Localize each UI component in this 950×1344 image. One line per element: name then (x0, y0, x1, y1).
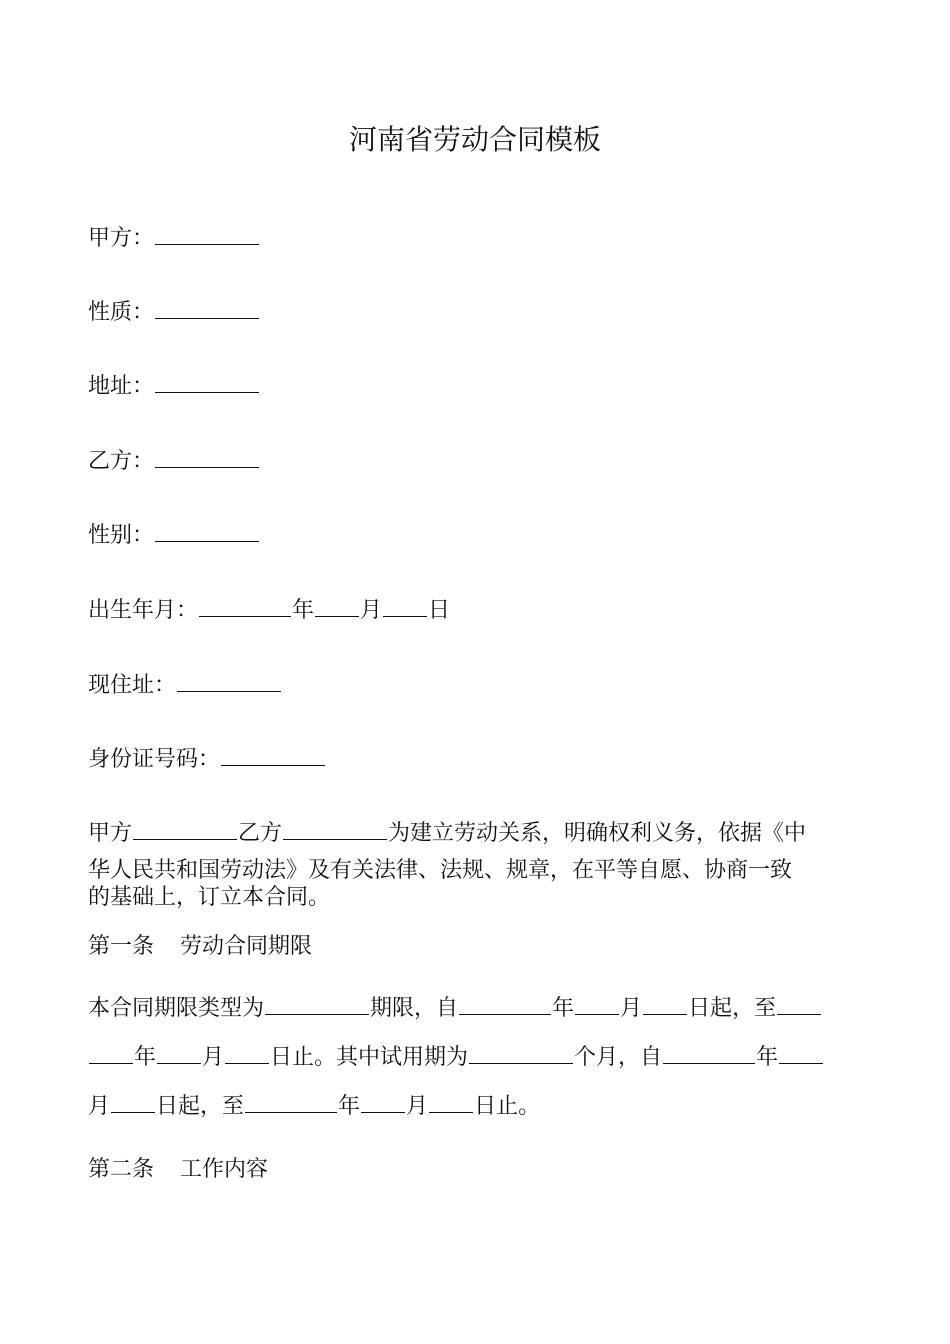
probation-to-label: 日起，至 (156, 1094, 245, 1119)
article-2-number: 第二条 (88, 1157, 155, 1182)
probation-start-month-blank-a[interactable] (779, 1043, 823, 1064)
intro-line-1 (88, 819, 868, 848)
party-a-line (88, 224, 868, 253)
end-month-blank[interactable] (157, 1043, 201, 1064)
birth-label: 出生年月： (88, 598, 199, 623)
article-2-heading (88, 1156, 868, 1184)
probation-from-label: 个月，自 (574, 1045, 663, 1070)
party-a-label: 甲方： (88, 226, 155, 251)
probation-months-blank[interactable] (469, 1043, 573, 1064)
current-address-blank[interactable] (177, 671, 281, 692)
nature-line (88, 298, 868, 327)
term-from-label: 期限，自 (370, 996, 459, 1021)
month-text: 月 (620, 996, 643, 1021)
term-type-label: 本合同期限类型为 (88, 996, 265, 1021)
probation-end-label: 日止。 (474, 1094, 541, 1119)
year-text: 年 (134, 1045, 157, 1070)
month-text: 月 (360, 598, 383, 623)
id-number-label: 身份证号码： (88, 747, 221, 772)
intro-party-a: 甲方 (88, 821, 133, 846)
gender-line (88, 521, 868, 550)
address-blank[interactable] (155, 372, 259, 393)
article-2-title: 工作内容 (180, 1157, 269, 1182)
party-b-label: 乙方： (88, 449, 155, 474)
month-text: 月 (202, 1045, 225, 1070)
birth-day-blank[interactable] (383, 596, 427, 617)
probation-end-day-blank[interactable] (429, 1092, 473, 1113)
birth-line (88, 596, 868, 625)
birth-year-blank[interactable] (199, 596, 291, 617)
intro-line-2: 华人民共和国劳动法》及有关法律、法规、规章，在平等自愿、协商一致 (88, 858, 793, 883)
party-b-blank[interactable] (155, 447, 259, 468)
probation-label: 日止。其中试用期为 (270, 1045, 469, 1070)
start-month-blank[interactable] (575, 994, 619, 1015)
current-address-line (88, 671, 868, 700)
address-line (88, 372, 868, 401)
document-title: 河南省劳动合同模板 (348, 123, 601, 156)
intro-party-b-blank[interactable] (283, 819, 387, 840)
intro-party-a-blank[interactable] (133, 819, 237, 840)
article-1-line-1 (88, 994, 868, 1023)
month-text: 月 (406, 1094, 429, 1119)
nature-blank[interactable] (155, 298, 259, 319)
intro-line-3: 的基础上，订立本合同。 (88, 885, 331, 910)
intro-line1-rest: 为建立劳动关系，明确权利义务，依据《中 (388, 821, 807, 846)
id-number-line (88, 745, 868, 774)
year-text: 年 (292, 598, 315, 623)
term-to-label: 日起，至 (688, 996, 777, 1021)
nature-label: 性质： (88, 300, 155, 325)
term-type-blank[interactable] (265, 994, 369, 1015)
start-day-blank[interactable] (643, 994, 687, 1015)
article-1-title: 劳动合同期限 (180, 934, 313, 959)
year-text: 年 (756, 1045, 779, 1070)
year-text: 年 (338, 1094, 361, 1119)
gender-label: 性别： (88, 523, 155, 548)
article-1-line-3 (88, 1092, 868, 1121)
end-year-blank-a[interactable] (777, 994, 821, 1015)
probation-start-year-blank[interactable] (663, 1043, 755, 1064)
birth-month-blank[interactable] (315, 596, 359, 617)
intro-party-b: 乙方 (238, 821, 283, 846)
probation-end-year-blank[interactable] (245, 1092, 337, 1113)
year-text: 年 (552, 996, 575, 1021)
probation-end-month-blank[interactable] (361, 1092, 405, 1113)
party-b-line (88, 447, 868, 476)
article-1-line-2 (88, 1043, 868, 1072)
day-text: 日 (428, 598, 451, 623)
month-text: 月 (88, 1094, 111, 1119)
end-year-blank-b[interactable] (89, 1043, 133, 1064)
start-year-blank[interactable] (459, 994, 551, 1015)
probation-start-day-blank[interactable] (111, 1092, 155, 1113)
id-number-blank[interactable] (221, 745, 325, 766)
gender-blank[interactable] (155, 521, 259, 542)
article-1-number: 第一条 (88, 934, 155, 959)
current-address-label: 现住址： (88, 673, 177, 698)
end-day-blank[interactable] (225, 1043, 269, 1064)
article-1-heading (88, 933, 868, 961)
party-a-blank[interactable] (155, 224, 259, 245)
address-label: 地址： (88, 374, 155, 399)
